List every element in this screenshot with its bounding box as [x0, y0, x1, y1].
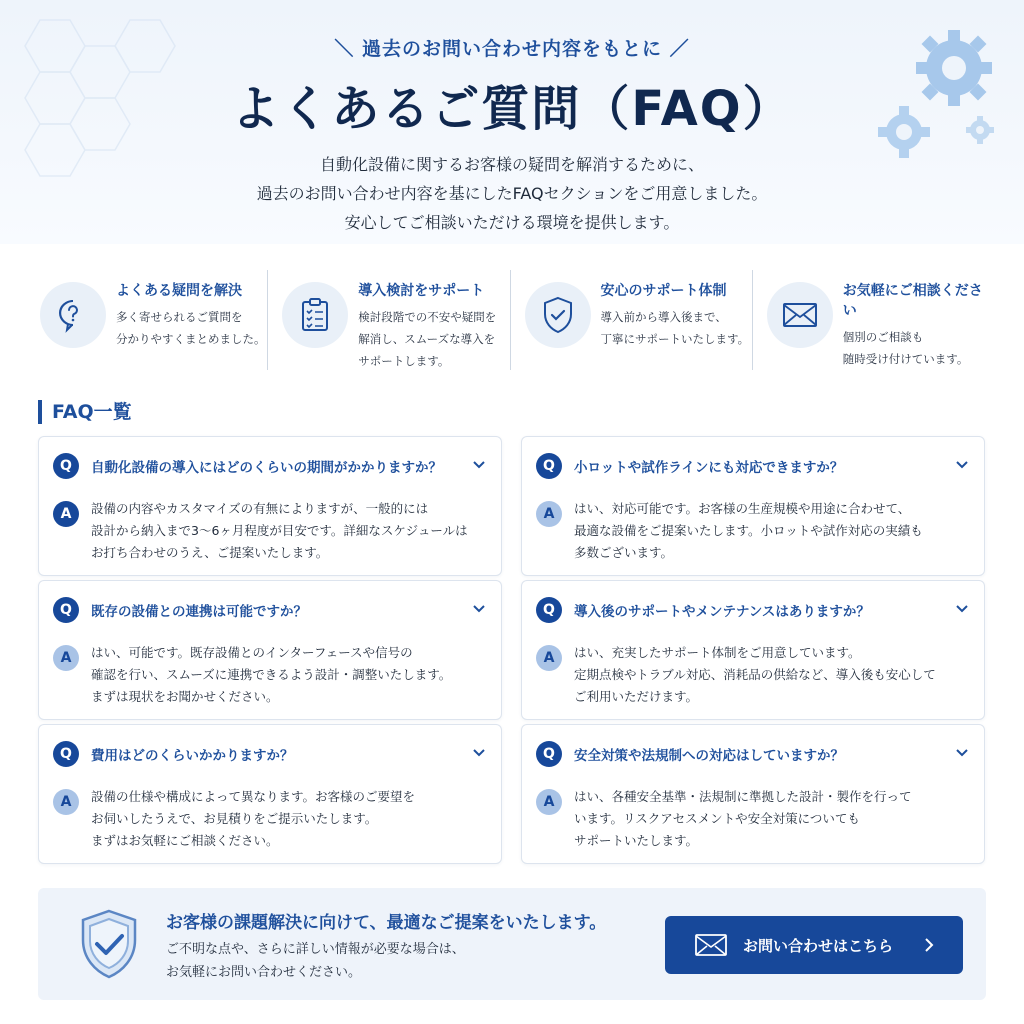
- contact-button[interactable]: [665, 916, 963, 974]
- answer-badge: A: [53, 789, 79, 815]
- cta-banner: [38, 888, 986, 1000]
- faq-card[interactable]: [521, 580, 985, 720]
- feature-title: 安心のサポート体制: [600, 283, 727, 299]
- chevron-down-icon[interactable]: [954, 601, 970, 617]
- faq-answer: はい、対応可能です。お客様の生産規模や用途に合わせて、 最適な設備をご提案いたします。小ロットや試作対応の実績も 多数ございます。: [574, 501, 923, 560]
- feature-row: [38, 270, 994, 370]
- faq-question[interactable]: 自動化設備の導入にはどのくらいの期間がかかりますか？: [91, 460, 442, 476]
- answer-badge: A: [536, 645, 562, 671]
- shield-check-icon: [525, 282, 591, 348]
- hero-description-line: 自動化設備に関するお客様の疑問を解消するために、: [319, 155, 704, 174]
- feature-desc: 導入前から導入後まで、 丁寧にサポートいたします。: [600, 310, 750, 346]
- question-badge: Q: [53, 597, 79, 623]
- feature-desc: 検討段階での不安や疑問を 解消し、スムーズな導入を サポートします。: [358, 310, 497, 368]
- faq-heading: FAQ一覧: [38, 400, 132, 424]
- question-badge: Q: [53, 453, 79, 479]
- faq-answer: はい、可能です。既存設備とのインターフェースや信号の 確認を行い、スムーズに連携できるよう設計・調整いたします。 まずは現状をお聞かせください。: [91, 645, 452, 704]
- faq-card[interactable]: [521, 724, 985, 864]
- hero-section: [0, 0, 1024, 244]
- feature-title: お気軽にご相談ください: [842, 283, 983, 319]
- feature-item: [268, 270, 510, 370]
- answer-badge: A: [536, 501, 562, 527]
- hero-description-line: 過去のお問い合わせ内容を基にしたFAQセクションをご用意しました。: [256, 184, 768, 203]
- contact-button-label: お問い合わせはこちら: [743, 936, 894, 955]
- faq-question[interactable]: 導入後のサポートやメンテナンスはありますか？: [574, 604, 870, 620]
- hero-description-line: 安心してご相談いただける環境を提供します。: [344, 213, 680, 232]
- mail-icon: [767, 282, 833, 348]
- hero-kicker: ＼ 過去のお問い合わせ内容をもとに ／: [334, 38, 690, 60]
- faq-card[interactable]: [38, 580, 502, 720]
- faq-question[interactable]: 費用はどのくらいかかりますか？: [91, 748, 294, 764]
- answer-badge: A: [53, 645, 79, 671]
- faq-question[interactable]: 小ロットや試作ラインにも対応できますか？: [574, 460, 844, 476]
- question-badge: Q: [536, 597, 562, 623]
- chevron-down-icon[interactable]: [954, 457, 970, 473]
- faq-answer: 設備の仕様や構成によって異なります。お客様のご要望を お伺いしたうえで、お見積りをご提示いたします。 まずはお気軽にご相談ください。: [91, 789, 416, 848]
- cta-description: ご不明な点や、さらに詳しい情報が必要な場合は、 お気軽にお問い合わせください。: [166, 942, 465, 980]
- question-badge: Q: [536, 741, 562, 767]
- faq-question[interactable]: 既存の設備との連携は可能ですか？: [91, 604, 307, 620]
- cta-title: お客様の課題解決に向けて、最適なご提案をいたします。: [166, 913, 607, 933]
- feature-title: 導入検討をサポート: [358, 283, 485, 299]
- faq-card[interactable]: [38, 724, 502, 864]
- question-badge: Q: [536, 453, 562, 479]
- chevron-down-icon[interactable]: [471, 745, 487, 761]
- answer-badge: A: [53, 501, 79, 527]
- clipboard-checklist-icon: [282, 282, 348, 348]
- faq-answer: はい、各種安全基準・法規制に準拠した設計・製作を行って います。リスクアセスメントや安全対策についても サポートいたします。: [574, 789, 912, 848]
- chevron-down-icon[interactable]: [471, 601, 487, 617]
- faq-card[interactable]: [38, 436, 502, 576]
- mail-icon: [695, 934, 727, 956]
- feature-item: [753, 270, 994, 370]
- answer-badge: A: [536, 789, 562, 815]
- feature-item: [38, 270, 268, 370]
- feature-title: よくある疑問を解決: [116, 283, 242, 299]
- chevron-down-icon[interactable]: [471, 457, 487, 473]
- page-title: よくあるご質問（FAQ）: [231, 81, 793, 137]
- question-bubble-icon: [40, 282, 106, 348]
- feature-desc: 多く寄せられるご質問を 分かりやすくまとめました。: [116, 310, 266, 346]
- chevron-right-icon: [923, 936, 935, 954]
- chevron-down-icon[interactable]: [954, 745, 970, 761]
- feature-item: [511, 270, 753, 370]
- faq-answer: 設備の内容やカスタマイズの有無によりますが、一般的には 設計から納入まで3〜6ヶ月程度が目安です。詳細なスケジュールは お打ち合わせのうえ、ご提案いたします。: [91, 501, 468, 560]
- faq-question[interactable]: 安全対策や法規制への対応はしていますか？: [574, 748, 844, 764]
- question-badge: Q: [53, 741, 79, 767]
- shield-check-icon: [78, 908, 140, 980]
- faq-answer: はい、充実したサポート体制をご用意しています。 定期点検やトラブル対応、消耗品の供給など、導入後も安心して ご利用いただけます。: [574, 645, 936, 704]
- feature-desc: 個別のご相談も 随時受け付けています。: [842, 330, 969, 366]
- hero-description: [0, 150, 1024, 237]
- faq-card[interactable]: [521, 436, 985, 576]
